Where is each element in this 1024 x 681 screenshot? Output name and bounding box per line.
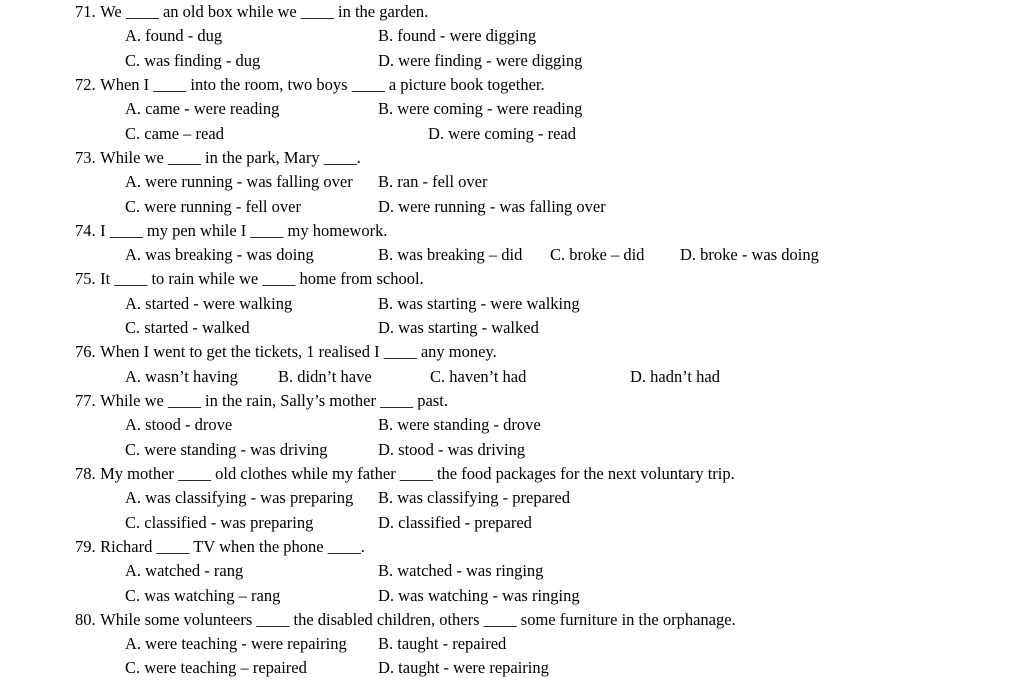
option-a: A. were running - was falling over bbox=[125, 172, 353, 192]
option-a: A. stood - drove bbox=[125, 415, 233, 435]
option-c: C. broke – did bbox=[550, 245, 645, 265]
option-a: A. wasn’t having bbox=[125, 366, 238, 386]
question-number: 78. bbox=[75, 463, 96, 483]
option-a: A. was breaking - was doing bbox=[125, 245, 314, 265]
question-stem-line bbox=[0, 73, 1024, 97]
options-row bbox=[0, 511, 1024, 535]
options-row bbox=[0, 316, 1024, 340]
option-c: C. were standing - was driving bbox=[125, 439, 328, 459]
option-d: D. taught - were repairing bbox=[378, 658, 549, 678]
option-d: D. were finding - were digging bbox=[378, 50, 583, 70]
question-80 bbox=[0, 608, 1024, 681]
option-a: A. watched - rang bbox=[125, 561, 244, 581]
question-stem-line bbox=[0, 535, 1024, 559]
option-b: B. was breaking – did bbox=[378, 245, 523, 265]
question-number: 76. bbox=[75, 342, 96, 362]
question-number: 75. bbox=[75, 269, 96, 289]
question-number: 79. bbox=[75, 536, 96, 556]
question-73 bbox=[0, 146, 1024, 219]
option-c: C. were teaching – repaired bbox=[125, 658, 307, 678]
options-row bbox=[0, 195, 1024, 219]
question-stem-line bbox=[0, 340, 1024, 364]
question-77 bbox=[0, 389, 1024, 462]
options-row bbox=[0, 292, 1024, 316]
options-row bbox=[0, 243, 1024, 267]
option-b: B. ran - fell over bbox=[378, 172, 488, 192]
question-stem-line bbox=[0, 219, 1024, 243]
question-stem-line bbox=[0, 146, 1024, 170]
option-a: A. was classifying - was preparing bbox=[125, 488, 354, 508]
question-stem: When I went to get the tickets, 1 realised I ____ any money. bbox=[100, 342, 497, 362]
options-row bbox=[0, 632, 1024, 656]
question-stem: When I ____ into the room, two boys ____ a picture book together. bbox=[100, 74, 545, 94]
options-row bbox=[0, 584, 1024, 608]
options-row bbox=[0, 559, 1024, 583]
option-b: B. was starting - were walking bbox=[378, 293, 580, 313]
options-row bbox=[0, 413, 1024, 437]
option-c: C. haven’t had bbox=[430, 366, 527, 386]
option-d: D. was watching - was ringing bbox=[378, 585, 580, 605]
question-72 bbox=[0, 73, 1024, 146]
options-row bbox=[0, 24, 1024, 48]
option-a: A. found - dug bbox=[125, 26, 223, 46]
option-b: B. were coming - were reading bbox=[378, 99, 583, 119]
option-b: B. taught - repaired bbox=[378, 634, 507, 654]
question-79 bbox=[0, 535, 1024, 608]
question-stem: While we ____ in the rain, Sally’s mother ____ past. bbox=[100, 391, 448, 410]
question-number: 71. bbox=[75, 2, 96, 21]
question-stem-line bbox=[0, 389, 1024, 413]
options-row bbox=[0, 365, 1024, 389]
options-row bbox=[0, 438, 1024, 462]
question-stem: Richard ____ TV when the phone ____. bbox=[100, 536, 365, 556]
option-a: A. were teaching - were repairing bbox=[125, 634, 347, 654]
question-stem-line bbox=[0, 267, 1024, 291]
option-c: C. started - walked bbox=[125, 318, 250, 338]
options-row bbox=[0, 49, 1024, 73]
options-row bbox=[0, 486, 1024, 510]
question-stem: While we ____ in the park, Mary ____. bbox=[100, 147, 361, 167]
question-number: 72. bbox=[75, 74, 96, 94]
question-number: 80. bbox=[75, 609, 96, 629]
question-number: 77. bbox=[75, 391, 96, 410]
question-stem: My mother ____ old clothes while my father ____ the food packages for the next voluntary trip. bbox=[100, 463, 735, 483]
question-75 bbox=[0, 267, 1024, 340]
question-74 bbox=[0, 219, 1024, 268]
option-d: D. were coming - read bbox=[428, 123, 576, 143]
option-d: D. was starting - walked bbox=[378, 318, 539, 338]
question-stem: While some volunteers ____ the disabled children, others ____ some furniture in the orphanage. bbox=[100, 609, 736, 629]
question-76 bbox=[0, 340, 1024, 389]
option-d: D. classified - prepared bbox=[378, 512, 532, 532]
question-stem-line bbox=[0, 462, 1024, 486]
option-c: C. came – read bbox=[125, 123, 224, 143]
option-d: D. broke - was doing bbox=[680, 245, 819, 265]
option-b: B. found - were digging bbox=[378, 26, 537, 46]
option-b: B. were standing - drove bbox=[378, 415, 541, 435]
option-b: B. didn’t have bbox=[278, 366, 372, 386]
option-d: D. hadn’t had bbox=[630, 366, 720, 386]
question-stem: It ____ to rain while we ____ home from school. bbox=[100, 269, 424, 289]
option-b: B. watched - was ringing bbox=[378, 561, 544, 581]
option-d: D. were running - was falling over bbox=[378, 196, 606, 216]
option-a: A. started - were walking bbox=[125, 293, 293, 313]
question-stem-line bbox=[0, 0, 1024, 24]
options-row bbox=[0, 656, 1024, 680]
question-stem-line bbox=[0, 608, 1024, 632]
options-row bbox=[0, 122, 1024, 146]
option-c: C. was finding - dug bbox=[125, 50, 261, 70]
question-71 bbox=[0, 0, 1024, 73]
question-number: 74. bbox=[75, 220, 96, 240]
option-c: C. classified - was preparing bbox=[125, 512, 314, 532]
option-d: D. stood - was driving bbox=[378, 439, 526, 459]
question-stem: I ____ my pen while I ____ my homework. bbox=[100, 220, 388, 240]
question-78 bbox=[0, 462, 1024, 535]
option-c: C. were running - fell over bbox=[125, 196, 301, 216]
option-b: B. was classifying - prepared bbox=[378, 488, 570, 508]
options-row bbox=[0, 97, 1024, 121]
option-c: C. was watching – rang bbox=[125, 585, 281, 605]
question-stem: We ____ an old box while we ____ in the garden. bbox=[100, 2, 429, 21]
options-row bbox=[0, 170, 1024, 194]
option-a: A. came - were reading bbox=[125, 99, 280, 119]
question-number: 73. bbox=[75, 147, 96, 167]
